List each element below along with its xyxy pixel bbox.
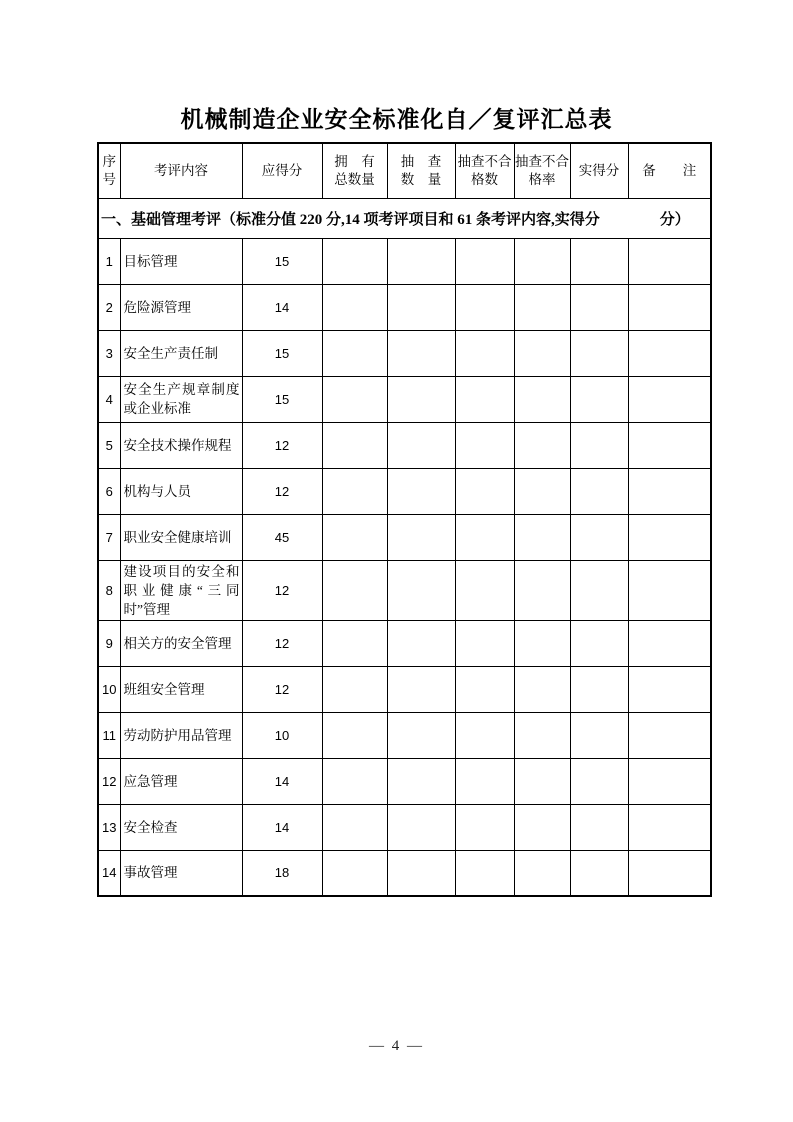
cell-remarks-column: [628, 712, 711, 758]
cell-sample-qty-column: [387, 330, 455, 376]
table-row: [98, 620, 711, 666]
cell-actual-score-column: [570, 284, 628, 330]
cell-sample-fail-rate-column: [514, 330, 570, 376]
cell-actual-score-column: [570, 330, 628, 376]
table-row: [98, 804, 711, 850]
table-row: [98, 468, 711, 514]
cell-sample-fail-rate-column: [514, 758, 570, 804]
cell-sample-fail-count-column: [455, 850, 514, 896]
cell-due-score-column: 45: [242, 514, 322, 560]
cell-due-score-column: 12: [242, 468, 322, 514]
cell-content-column: 职业安全健康培训: [120, 514, 242, 560]
cell-sample-fail-count-column: [455, 376, 514, 422]
table-row: [98, 330, 711, 376]
header-content-column: 考评内容: [120, 143, 242, 198]
cell-remarks-column: [628, 666, 711, 712]
header-sample-fail-rate-column: 抽查不合 格率: [514, 143, 570, 198]
cell-remarks-column: [628, 238, 711, 284]
cell-sample-fail-count-column: [455, 514, 514, 560]
cell-sample-qty-column: [387, 712, 455, 758]
table-row: [98, 712, 711, 758]
cell-sample-qty-column: [387, 376, 455, 422]
cell-actual-score-column: [570, 238, 628, 284]
cell-sample-fail-rate-column: [514, 376, 570, 422]
cell-sample-fail-count-column: [455, 620, 514, 666]
cell-due-score-column: 14: [242, 804, 322, 850]
cell-sample-fail-count-column: [455, 804, 514, 850]
cell-owned-total-column: [322, 804, 387, 850]
cell-index-column: 3: [98, 330, 120, 376]
cell-content-column: 危险源管理: [120, 284, 242, 330]
cell-due-score-column: 18: [242, 850, 322, 896]
header-sample-fail-count-column: 抽查不合 格数: [455, 143, 514, 198]
header-owned-total-column: 拥 有 总数量: [322, 143, 387, 198]
cell-actual-score-column: [570, 850, 628, 896]
table-row: [98, 422, 711, 468]
cell-sample-fail-rate-column: [514, 850, 570, 896]
cell-index-column: 4: [98, 376, 120, 422]
cell-actual-score-column: [570, 620, 628, 666]
cell-content-column: 事故管理: [120, 850, 242, 896]
table-row: [98, 284, 711, 330]
cell-actual-score-column: [570, 712, 628, 758]
cell-content-column: 安全生产责任制: [120, 330, 242, 376]
cell-owned-total-column: [322, 712, 387, 758]
cell-sample-qty-column: [387, 422, 455, 468]
cell-sample-qty-column: [387, 560, 455, 620]
cell-remarks-column: [628, 330, 711, 376]
cell-sample-fail-rate-column: [514, 666, 570, 712]
cell-due-score-column: 10: [242, 712, 322, 758]
cell-content-column: 相关方的安全管理: [120, 620, 242, 666]
cell-sample-fail-rate-column: [514, 284, 570, 330]
cell-owned-total-column: [322, 620, 387, 666]
section-header-row: [98, 198, 711, 238]
cell-owned-total-column: [322, 666, 387, 712]
cell-sample-fail-count-column: [455, 758, 514, 804]
cell-content-column: 目标管理: [120, 238, 242, 284]
cell-sample-fail-count-column: [455, 468, 514, 514]
cell-sample-fail-count-column: [455, 422, 514, 468]
cell-remarks-column: [628, 804, 711, 850]
cell-actual-score-column: [570, 804, 628, 850]
cell-sample-fail-count-column: [455, 284, 514, 330]
cell-sample-fail-rate-column: [514, 560, 570, 620]
cell-sample-fail-rate-column: [514, 238, 570, 284]
cell-actual-score-column: [570, 422, 628, 468]
table-row: [98, 560, 711, 620]
cell-index-column: 9: [98, 620, 120, 666]
cell-remarks-column: [628, 468, 711, 514]
cell-remarks-column: [628, 284, 711, 330]
cell-owned-total-column: [322, 468, 387, 514]
cell-remarks-column: [628, 620, 711, 666]
table-row: [98, 376, 711, 422]
cell-owned-total-column: [322, 514, 387, 560]
cell-remarks-column: [628, 560, 711, 620]
cell-content-column: 应急管理: [120, 758, 242, 804]
cell-sample-fail-count-column: [455, 330, 514, 376]
cell-remarks-column: [628, 850, 711, 896]
header-due-score-column: 应得分: [242, 143, 322, 198]
table-row: [98, 758, 711, 804]
cell-due-score-column: 14: [242, 758, 322, 804]
cell-sample-qty-column: [387, 238, 455, 284]
cell-actual-score-column: [570, 666, 628, 712]
cell-sample-fail-count-column: [455, 238, 514, 284]
cell-actual-score-column: [570, 560, 628, 620]
cell-due-score-column: 12: [242, 560, 322, 620]
cell-sample-fail-rate-column: [514, 620, 570, 666]
table-row: [98, 666, 711, 712]
cell-content-column: 劳动防护用品管理: [120, 712, 242, 758]
cell-sample-fail-count-column: [455, 666, 514, 712]
cell-sample-qty-column: [387, 666, 455, 712]
cell-sample-qty-column: [387, 758, 455, 804]
cell-remarks-column: [628, 422, 711, 468]
cell-due-score-column: 12: [242, 620, 322, 666]
cell-index-column: 6: [98, 468, 120, 514]
page-title: 机械制造企业安全标准化自／复评汇总表: [180, 107, 613, 132]
cell-due-score-column: 14: [242, 284, 322, 330]
cell-index-column: 10: [98, 666, 120, 712]
header-remarks-column: 备 注: [628, 143, 711, 198]
header-index-column: 序 号: [98, 143, 120, 198]
cell-index-column: 8: [98, 560, 120, 620]
cell-sample-fail-count-column: [455, 712, 514, 758]
cell-index-column: 1: [98, 238, 120, 284]
cell-owned-total-column: [322, 376, 387, 422]
cell-due-score-column: 15: [242, 330, 322, 376]
cell-index-column: 14: [98, 850, 120, 896]
cell-actual-score-column: [570, 758, 628, 804]
cell-sample-qty-column: [387, 468, 455, 514]
cell-sample-fail-rate-column: [514, 468, 570, 514]
cell-actual-score-column: [570, 376, 628, 422]
cell-content-column: 建设项目的安全和职业健康“三同时”管理: [120, 560, 242, 620]
cell-actual-score-column: [570, 514, 628, 560]
cell-remarks-column: [628, 514, 711, 560]
cell-sample-fail-rate-column: [514, 422, 570, 468]
cell-due-score-column: 12: [242, 422, 322, 468]
cell-owned-total-column: [322, 758, 387, 804]
cell-due-score-column: 15: [242, 376, 322, 422]
cell-index-column: 11: [98, 712, 120, 758]
cell-sample-fail-rate-column: [514, 712, 570, 758]
cell-owned-total-column: [322, 850, 387, 896]
cell-owned-total-column: [322, 330, 387, 376]
table-row: [98, 850, 711, 896]
cell-sample-qty-column: [387, 804, 455, 850]
cell-index-column: 7: [98, 514, 120, 560]
cell-due-score-column: 15: [242, 238, 322, 284]
cell-content-column: 机构与人员: [120, 468, 242, 514]
cell-sample-qty-column: [387, 850, 455, 896]
header-actual-score-column: 实得分: [570, 143, 628, 198]
cell-due-score-column: 12: [242, 666, 322, 712]
table-row: [98, 514, 711, 560]
cell-owned-total-column: [322, 422, 387, 468]
cell-sample-qty-column: [387, 620, 455, 666]
table-row: [98, 238, 711, 284]
cell-content-column: 安全技术操作规程: [120, 422, 242, 468]
cell-content-column: 安全检查: [120, 804, 242, 850]
cell-sample-qty-column: [387, 284, 455, 330]
cell-owned-total-column: [322, 238, 387, 284]
cell-owned-total-column: [322, 560, 387, 620]
cell-sample-fail-count-column: [455, 560, 514, 620]
cell-sample-fail-rate-column: [514, 514, 570, 560]
header-sample-qty-column: 抽 查 数 量: [387, 143, 455, 198]
section-header: 一、基础管理考评（标准分值 220 分,14 项考评项目和 61 条考评内容,实得分 分）: [98, 198, 711, 238]
page-number: — 4 —: [369, 1038, 424, 1054]
cell-remarks-column: [628, 376, 711, 422]
cell-content-column: 班组安全管理: [120, 666, 242, 712]
cell-index-column: 12: [98, 758, 120, 804]
cell-index-column: 13: [98, 804, 120, 850]
cell-remarks-column: [628, 758, 711, 804]
cell-sample-fail-rate-column: [514, 804, 570, 850]
cell-sample-qty-column: [387, 514, 455, 560]
table-header-row: [98, 143, 711, 198]
cell-index-column: 2: [98, 284, 120, 330]
cell-actual-score-column: [570, 468, 628, 514]
cell-owned-total-column: [322, 284, 387, 330]
summary-table: [97, 142, 712, 897]
cell-content-column: 安全生产规章制度或企业标准: [120, 376, 242, 422]
cell-index-column: 5: [98, 422, 120, 468]
